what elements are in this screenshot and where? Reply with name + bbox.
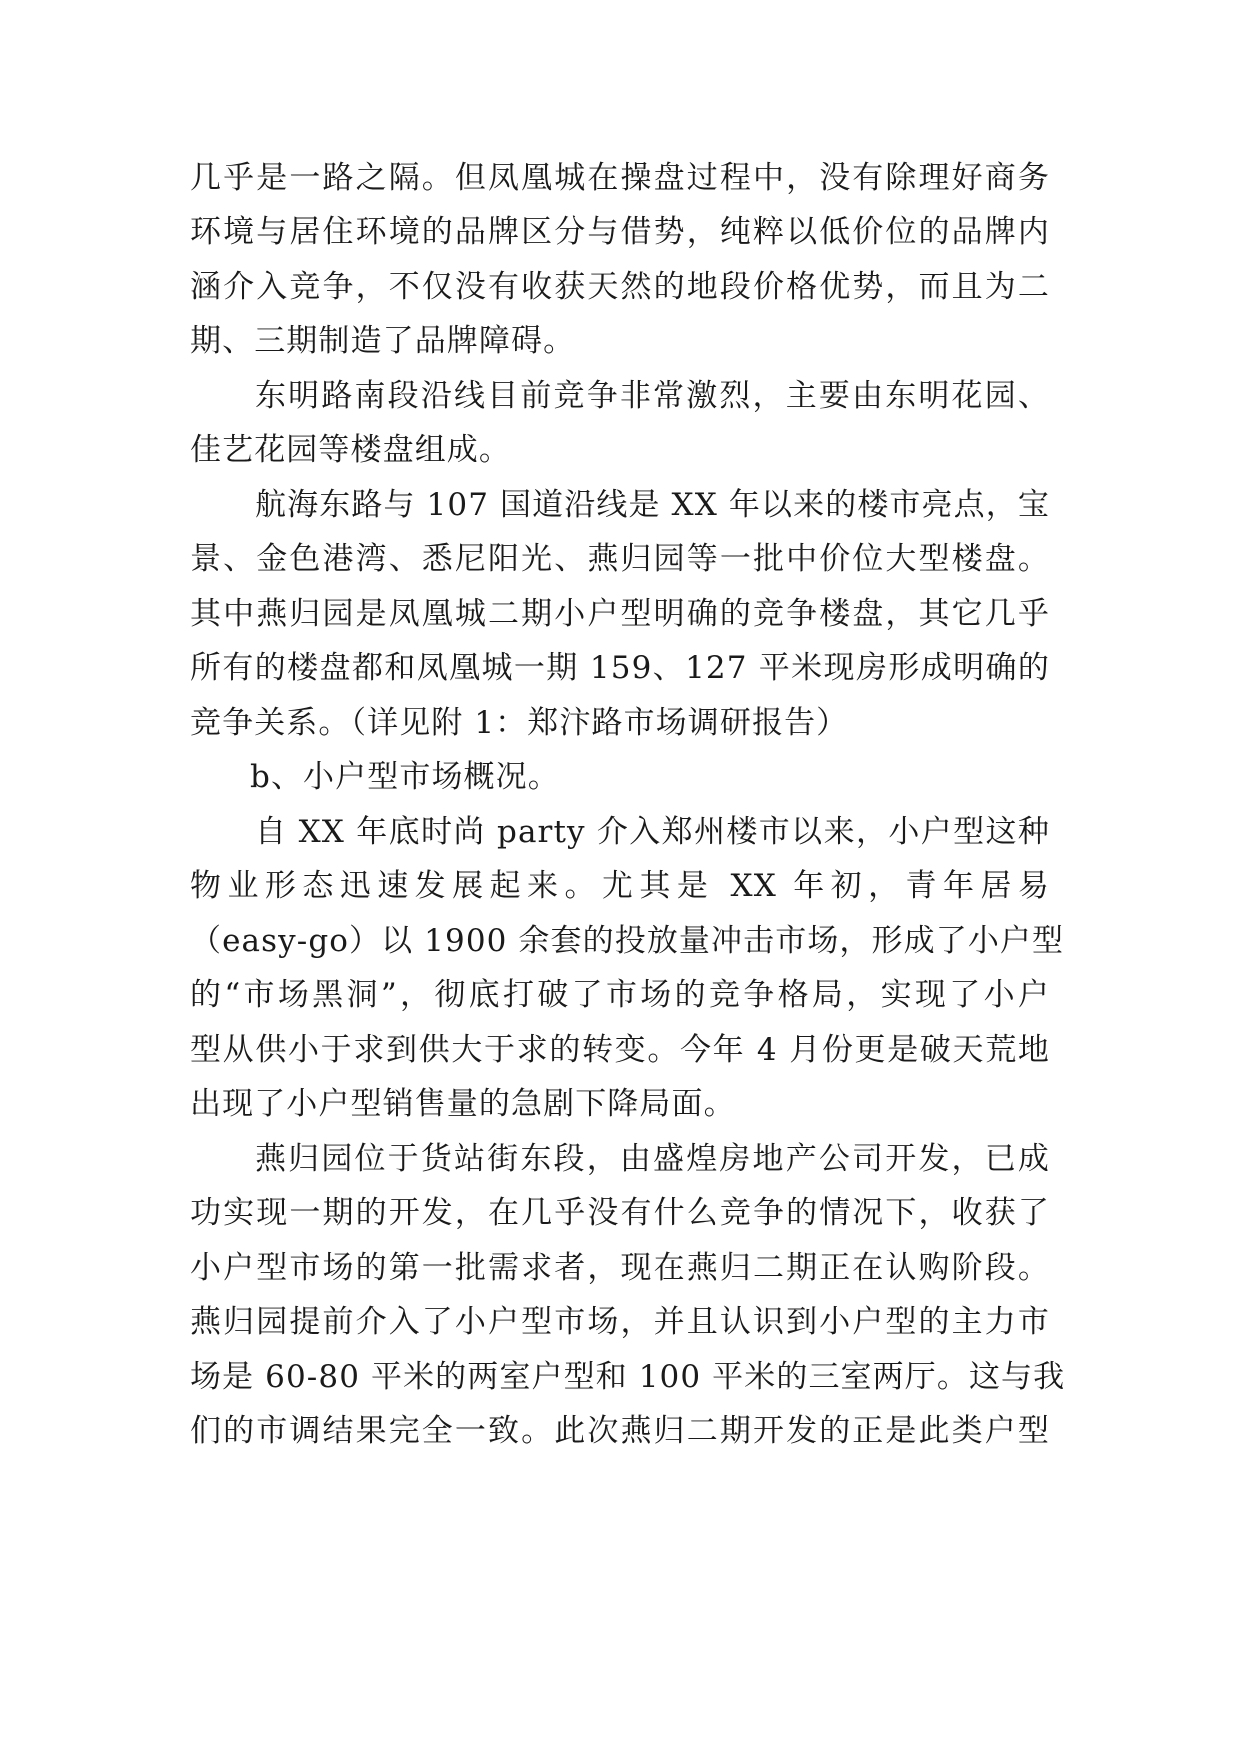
paragraph-first-line: 航海东路与 107 国道沿线是 XX 年以来的楼市亮点，宝 — [255, 487, 1050, 523]
paragraph-first-line: 自 XX 年底时尚 party 介入郑州楼市以来，小户型这种 — [255, 814, 1050, 850]
text-line: 燕归园提前介入了小户型市场，并且认识到小户型的主力市 — [190, 1304, 1050, 1340]
text-line: 场是 60-80 平米的两室户型和 100 平米的三室两厅。这与我 — [190, 1359, 1066, 1395]
text-line: 几乎是一路之隔。但凤凰城在操盘过程中，没有除理好商务 — [190, 160, 1050, 196]
text-line: 环境与居住环境的品牌区分与借势，纯粹以低价位的品牌内 — [190, 214, 1050, 250]
paragraph-first-line: 燕归园位于货站街东段，由盛煌房地产公司开发，已成 — [255, 1141, 1050, 1177]
text-line: 物业形态迅速发展起来。尤其是 XX 年初，青年居易 — [190, 868, 1050, 904]
text-line: 小户型市场的第一批需求者，现在燕归二期正在认购阶段。 — [190, 1250, 1050, 1286]
text-line: （easy-go）以 1900 余套的投放量冲击市场，形成了小户型 — [190, 923, 1065, 959]
text-line: 佳艺花园等楼盘组成。 — [190, 432, 511, 468]
text-line: 景、金色港湾、悉尼阳光、燕归园等一批中价位大型楼盘。 — [190, 541, 1050, 577]
text-line: 竞争关系。（详见附 1：郑汴路市场调研报告） — [190, 705, 849, 741]
text-line: 出现了小户型销售量的急剧下降局面。 — [190, 1086, 736, 1122]
section-heading: b、小户型市场概况。 — [250, 759, 560, 795]
text-line: 期、三期制造了品牌障碍。 — [190, 323, 576, 359]
text-line: 其中燕归园是凤凰城二期小户型明确的竞争楼盘，其它几乎 — [190, 596, 1050, 632]
text-line: 们的市调结果完全一致。此次燕归二期开发的正是此类户型 — [190, 1413, 1050, 1449]
paragraph-first-line: 东明路南段沿线目前竞争非常激烈，主要由东明花园、 — [255, 378, 1050, 414]
text-line: 型从供小于求到供大于求的转变。今年 4 月份更是破天荒地 — [190, 1032, 1050, 1068]
text-line: 涵介入竞争，不仅没有收获天然的地段价格优势，而且为二 — [190, 269, 1050, 305]
text-line: 所有的楼盘都和凤凰城一期 159、127 平米现房形成明确的 — [190, 650, 1050, 686]
text-line: 的“市场黑洞”，彻底打破了市场的竞争格局，实现了小户 — [190, 977, 1050, 1013]
text-line: 功实现一期的开发，在几乎没有什么竞争的情况下，收获了 — [190, 1195, 1050, 1231]
